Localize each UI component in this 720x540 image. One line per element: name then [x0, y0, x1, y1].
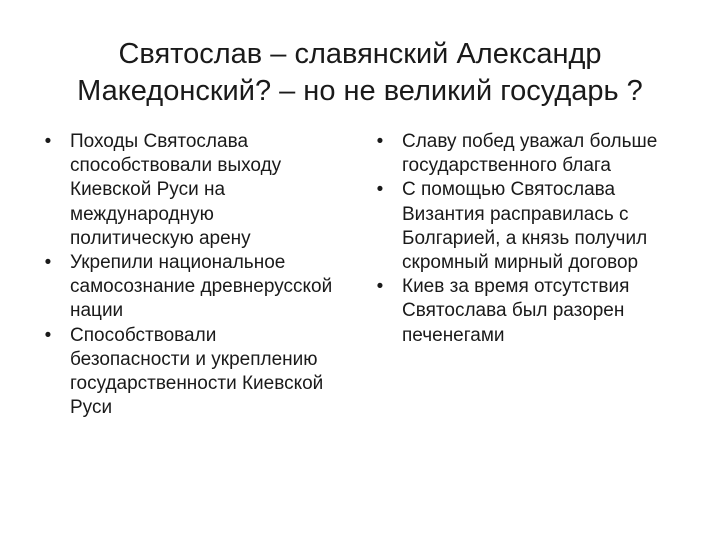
right-item-2-line-2: Византия расправилась с: [402, 203, 629, 225]
right-item-1: [372, 130, 682, 178]
right-item-1-line-1: Славу побед уважал больше: [402, 131, 658, 152]
bullet-icon: •: [376, 179, 384, 201]
left-item-2: [40, 251, 350, 324]
right-item-3-line-1: Киев за время отсутствия: [402, 276, 630, 298]
left-item-1: [40, 130, 350, 251]
left-item-3-line-1: Способствовали: [70, 324, 217, 346]
left-item-3-line-2: безопасности и укреплению: [70, 348, 318, 370]
left-item-2-line-2: самосознание древнерусской: [70, 276, 333, 298]
title-line-1: Святослав – славянский Александр: [118, 38, 602, 70]
left-item-3-line-3: государственности Киевской: [70, 373, 324, 395]
bullet-icon: •: [44, 131, 52, 152]
right-column-list: [372, 130, 682, 348]
left-item-1-line-4: международную: [70, 203, 214, 225]
left-item-1-line-1: Походы Святослава: [70, 131, 249, 152]
left-item-2-line-1: Укрепили национальное: [70, 252, 286, 274]
right-item-2-line-3: Болгарией, а князь получил: [402, 227, 648, 249]
slide-title: [36, 36, 684, 110]
left-item-1-line-3: Киевской Руси на: [70, 179, 226, 201]
right-item-3-line-2: Святослава был разорен: [402, 300, 625, 322]
bullet-icon: •: [376, 131, 384, 152]
title-line-2: Македонский? – но не великий государь ?: [77, 75, 643, 107]
right-item-1-line-2: государственного блага: [402, 155, 611, 177]
left-item-3: [40, 324, 350, 421]
left-item-1-line-5: политическую арену: [70, 227, 251, 249]
bullet-icon: •: [44, 252, 52, 274]
left-column-list: [40, 130, 350, 420]
left-item-1-line-2: способствовали выходу: [70, 155, 282, 177]
left-item-3-line-4: Руси: [70, 397, 113, 419]
bullet-icon: •: [44, 324, 52, 346]
bullet-icon: •: [376, 276, 384, 298]
right-item-3-line-3: печенегами: [402, 324, 505, 346]
right-item-2: [372, 178, 682, 275]
right-item-3: [372, 275, 682, 348]
right-item-2-line-1: С помощью Святослава: [402, 179, 616, 201]
right-item-2-line-4: скромный мирный договор: [402, 252, 639, 274]
left-item-2-line-3: нации: [70, 300, 124, 322]
